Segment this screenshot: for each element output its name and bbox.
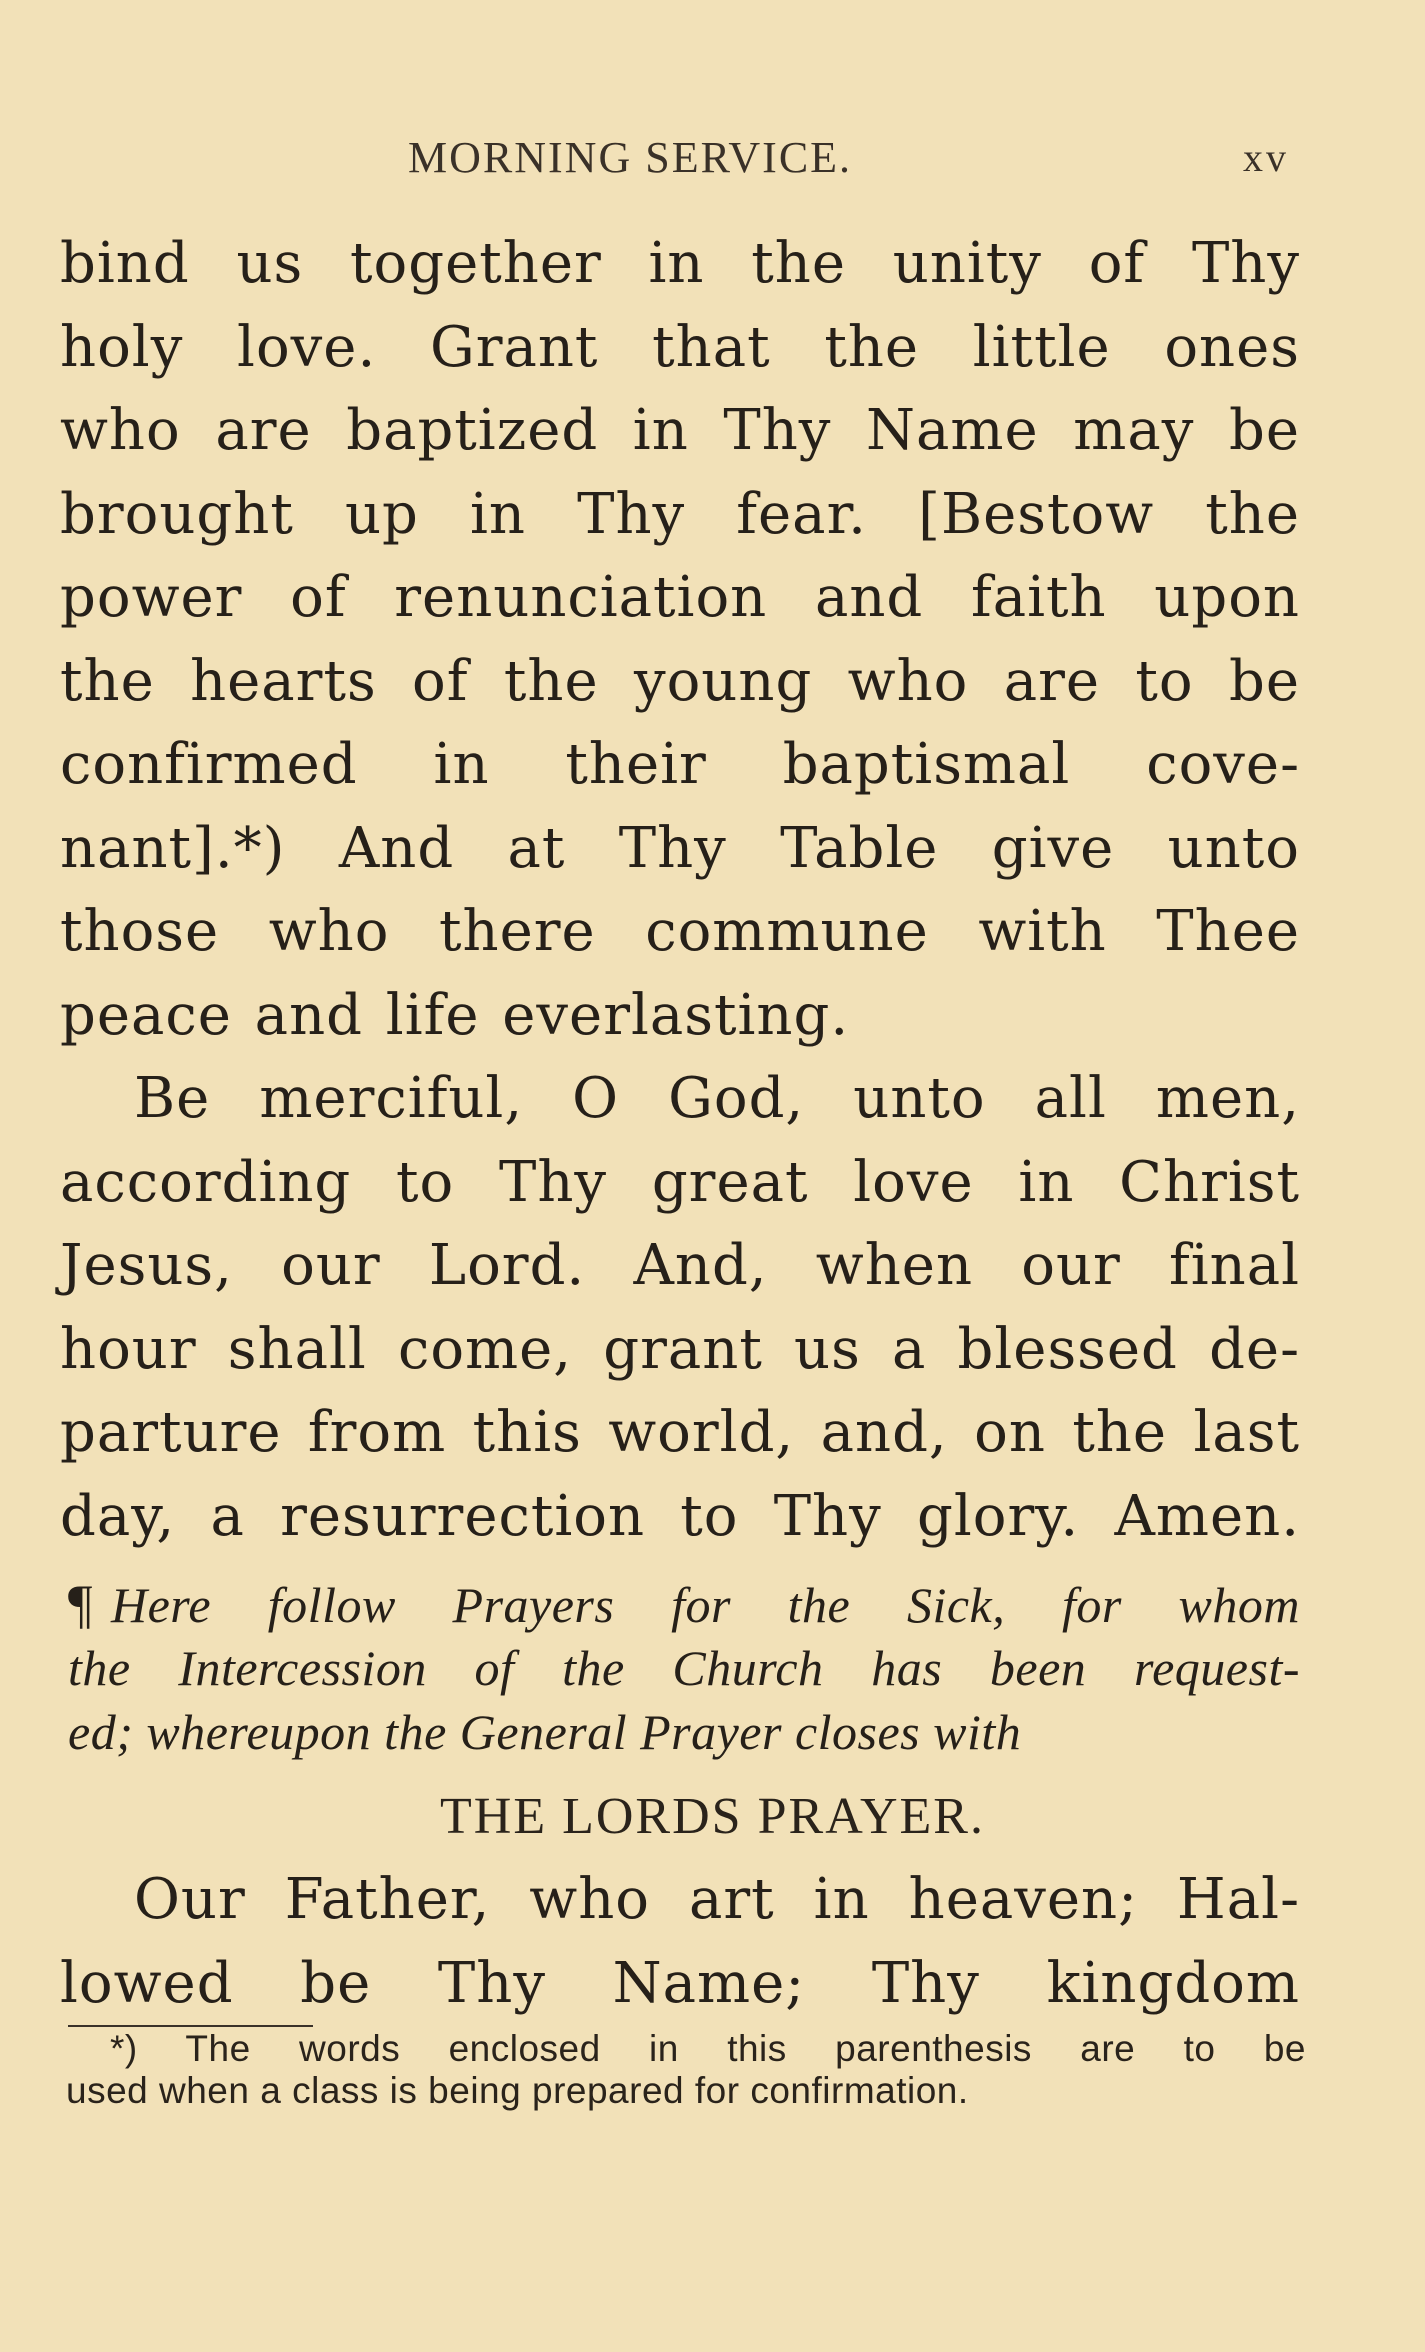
text-line: the hearts of the young who are to be [60,648,1300,714]
footnote-line: used when a class is being prepared for confirmation. [66,2070,969,2111]
text-line: Be merciful, O God, unto all men, [134,1066,1300,1131]
text-line: Jesus, our Lord. And, when our final [60,1233,1300,1298]
text-line: brought up in Thy fear. [Bestow the [60,481,1300,547]
pilcrow-icon: ¶ [68,1574,93,1634]
text-line: parture from this world, and, on the last [60,1400,1300,1465]
rubric-line [68,1572,1300,1636]
footnote [66,2028,1306,2112]
text-line: according to Thy great love in Christ [60,1149,1300,1215]
text-line: bind us together in the unity of Thy [60,231,1300,296]
text-line: holy love. Grant that the little ones [60,314,1300,380]
rubric-text: Here follow Prayers for the Sick, for whom [110,1577,1300,1633]
footnote-line: *) The words enclosed in this parenthesis are to be [110,2028,1306,2069]
text-line: confirmed in their baptismal cove- [60,732,1300,797]
page-number: xv [1243,135,1289,180]
rubric-line: the Intercession of the Church has been request- [68,1640,1300,1696]
footnote-divider [68,2025,313,2027]
rubric-note [68,1572,1300,1764]
text-line: Our Father, who art in heaven; Hal- [134,1867,1300,1932]
rubric-line: ed; whereupon the General Prayer closes with [68,1704,1022,1760]
text-line: those who there commune with Thee [60,899,1300,964]
running-head [0,132,1425,192]
text-line: nant].*) And at Thy Table give unto [60,815,1300,881]
text-line: lowed be Thy Name; Thy kingdom [60,1950,1300,2016]
text-line: power of renunciation and faith upon [60,565,1300,630]
lords-prayer-text [60,1858,1300,2025]
text-line: day, a resurrection to Thy glory. Amen. [60,1483,1300,1549]
text-line: hour shall come, grant us a blessed de- [60,1316,1300,1382]
text-line: who are baptized in Thy Name may be [60,398,1300,463]
prayer-body [60,222,1300,1558]
text-line: peace and life everlasting. [60,982,850,1048]
section-heading: THE LORDS PRAYER. [440,1788,985,1845]
running-title: MORNING SERVICE. [408,133,853,182]
